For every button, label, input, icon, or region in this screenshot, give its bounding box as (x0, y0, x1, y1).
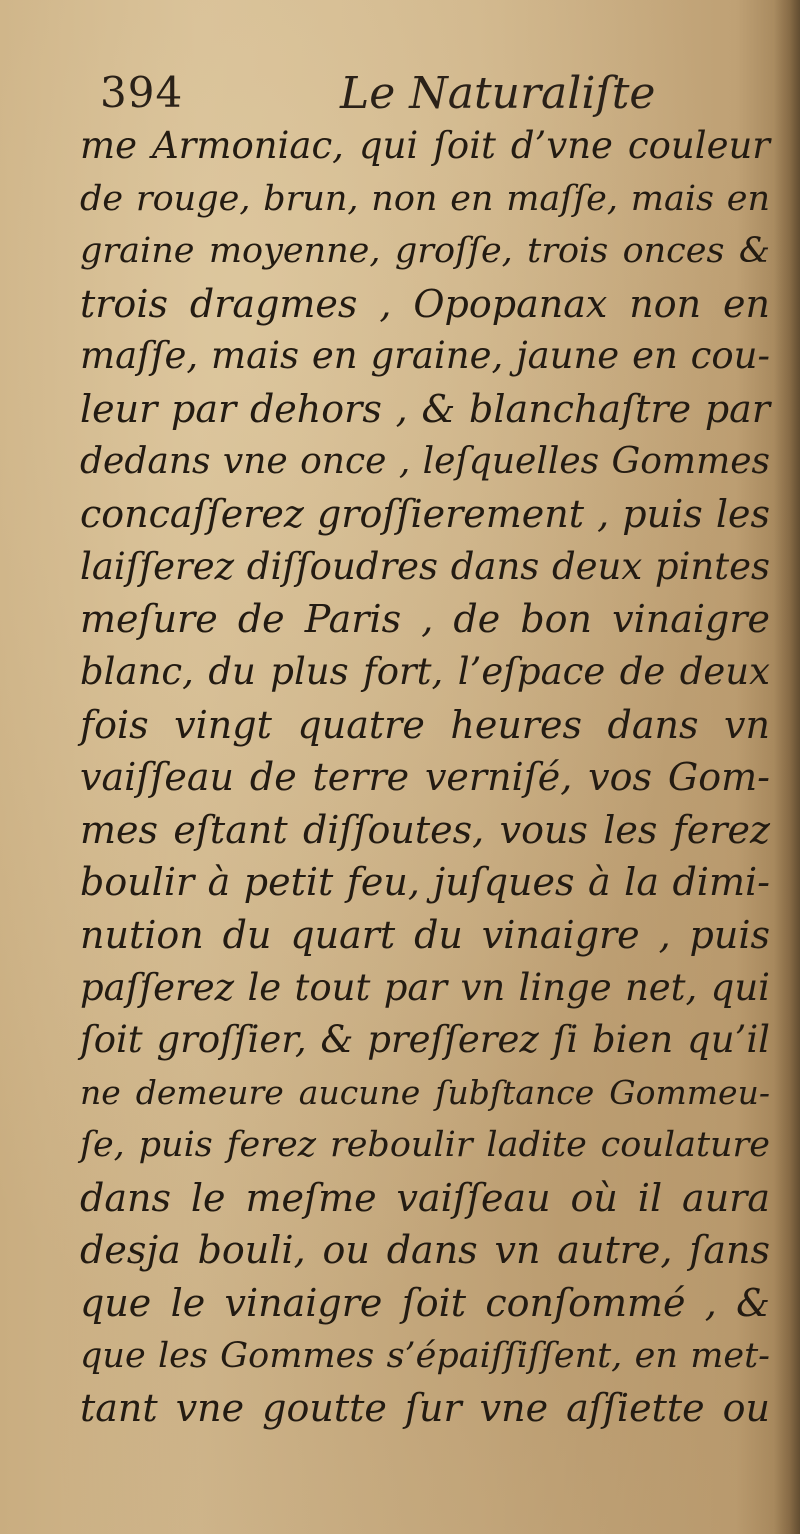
text-line: laiſſerez diſſoudres dans deux pintes (80, 544, 770, 588)
page-header (100, 68, 660, 128)
text-line: dans le meſme vaiſſeau où il aura (80, 1175, 770, 1220)
text-line: ſe, puis ferez reboulir ladite coulature (80, 1125, 770, 1166)
text-line: vaiſſeau de terre verniſé, vos Gom- (80, 755, 770, 800)
text-line: tant vne goutte ſur vne aſſiette ou (80, 1386, 770, 1431)
page-number: 394 (100, 68, 184, 117)
text-line: maſſe, mais en graine, jaune en cou- (80, 334, 770, 378)
text-line: paſſerez le tout par vn linge net, qui (80, 965, 770, 1009)
text-line: ne demeure aucune ſubſtance Gommeu- (80, 1072, 770, 1112)
running-title: Le Naturaliſte (340, 68, 656, 119)
text-line: graine moyenne, groſſe, trois onces & (80, 231, 770, 272)
text-line: trois dragmes , Opopanax non en (80, 281, 770, 326)
text-line: boulir à petit feu, juſques à la dimi- (80, 860, 770, 905)
text-line: que les Gommes s’épaiſſiſſent, en met- (80, 1335, 770, 1376)
text-line: fois vingt quatre heures dans vn (80, 702, 770, 747)
text-line: de rouge, brun, non en maſſe, mais en (80, 178, 770, 219)
text-line: blanc, du plus fort, l’eſpace de deux (80, 649, 770, 693)
text-line: desja bouli, ou dans vn autre, ſans (80, 1228, 770, 1273)
text-line: meſure de Paris , de bon vinaigre (80, 597, 770, 642)
text-line: nution du quart du vinaigre , puis (80, 912, 770, 957)
text-line: ſoit groſſier, & preſſerez ſi bien qu’il (80, 1018, 770, 1062)
text-line: que le vinaigre ſoit conſommé , & (80, 1281, 770, 1326)
text-line: mes eſtant diſſoutes, vous les ferez (80, 807, 770, 852)
text-line: dedans vne once , leſquelles Gommes (80, 440, 770, 482)
text-line: concaſſerez groſſierement , puis les (80, 492, 770, 537)
text-line: me Armoniac, qui ſoit d’vne couleur (80, 124, 770, 167)
body-text (80, 120, 770, 1435)
text-line: leur par dehors , & blanchaſtre par (80, 386, 770, 431)
